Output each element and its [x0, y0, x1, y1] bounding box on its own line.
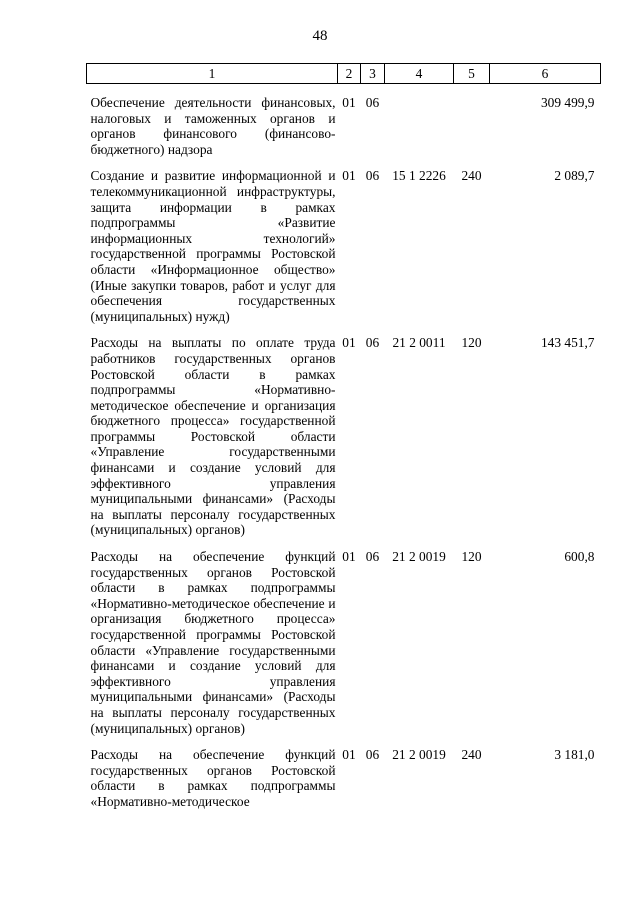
table-row: [87, 335, 601, 538]
page-number: 48: [312, 28, 328, 44]
header-cell-2: 2: [338, 64, 361, 84]
table-row: [87, 168, 601, 324]
row-name: Расходы на обеспечение функций государственных органов Ростовской области в рамках подпрограммы «Нормативно-методическое обеспечение и организация бюджетного процесса» государственной программы Ростовской области «Управление государственными финансами и создание условий для эффективного управления муниципальными финансами» (Расходы на выплаты персоналу государственных (муниципальных) органов): [90, 549, 336, 736]
row-subsection: 06: [365, 168, 380, 184]
row-amount: 143 451,7: [540, 335, 595, 351]
row-target-article: 15 1 2226: [392, 168, 446, 184]
header-cell-1: 1: [87, 64, 338, 84]
budget-table: [86, 63, 601, 810]
row-subsection: 06: [365, 549, 380, 565]
row-section: 01: [342, 168, 356, 184]
header-cell-6: 6: [490, 64, 601, 84]
row-subsection: 06: [365, 335, 380, 351]
row-target-article: 21 2 0019: [392, 549, 446, 565]
row-target-article: [385, 95, 454, 157]
row-name: Создание и развитие информационной и телекоммуникационной инфраструктуры, защита информации в рамках подпрограммы «Развитие информационных технологий» государственной программы Ростовской области «Информационное общество» (Иные закупки товаров, работ и услуг для обеспечения государственных (муниципальных) нужд): [90, 168, 336, 324]
row-subsection: 06: [365, 95, 380, 110]
row-name: Расходы на выплаты по оплате труда работников государственных органов Ростовской области в рамках подпрограммы «Нормативно-методическое обеспечение и организация бюджетного процесса» государственной программы Ростовской области «Управление государственными финансами и создание условий для эффективного управления муниципальными финансами» (Расходы на выплаты персоналу государственных (муниципальных) органов): [90, 335, 336, 538]
row-target-article: 21 2 0019: [392, 747, 446, 763]
row-expense-type: 240: [461, 747, 482, 763]
header-cell-3: 3: [361, 64, 385, 84]
row-section: 01: [342, 747, 356, 763]
row-name: Расходы на обеспечение функций государственных органов Ростовской области в рамках подпрограммы «Нормативно-методическое: [90, 747, 336, 809]
header-cell-4: 4: [385, 64, 454, 84]
table-row: [87, 549, 601, 736]
row-expense-type: 120: [461, 549, 482, 565]
table-row: [87, 95, 601, 157]
header-cell-5: 5: [454, 64, 490, 84]
row-section: 01: [342, 95, 356, 110]
row-amount: 309 499,9: [540, 95, 595, 110]
row-expense-type: 120: [461, 335, 482, 351]
table-row: [87, 747, 601, 809]
row-amount: 600,8: [564, 549, 595, 565]
row-expense-type: [454, 95, 490, 157]
row-subsection: 06: [365, 747, 380, 763]
row-expense-type: 240: [461, 168, 482, 184]
row-section: 01: [342, 335, 356, 351]
header-row: [87, 64, 601, 84]
row-amount: 2 089,7: [554, 168, 595, 184]
row-target-article: 21 2 0011: [392, 335, 446, 351]
row-amount: 3 181,0: [554, 747, 595, 763]
row-section: 01: [342, 549, 356, 565]
row-name: Обеспечение деятельности финансовых, налоговых и таможенных органов и органов финансового (финансово-бюджетного) надзора: [90, 95, 336, 157]
